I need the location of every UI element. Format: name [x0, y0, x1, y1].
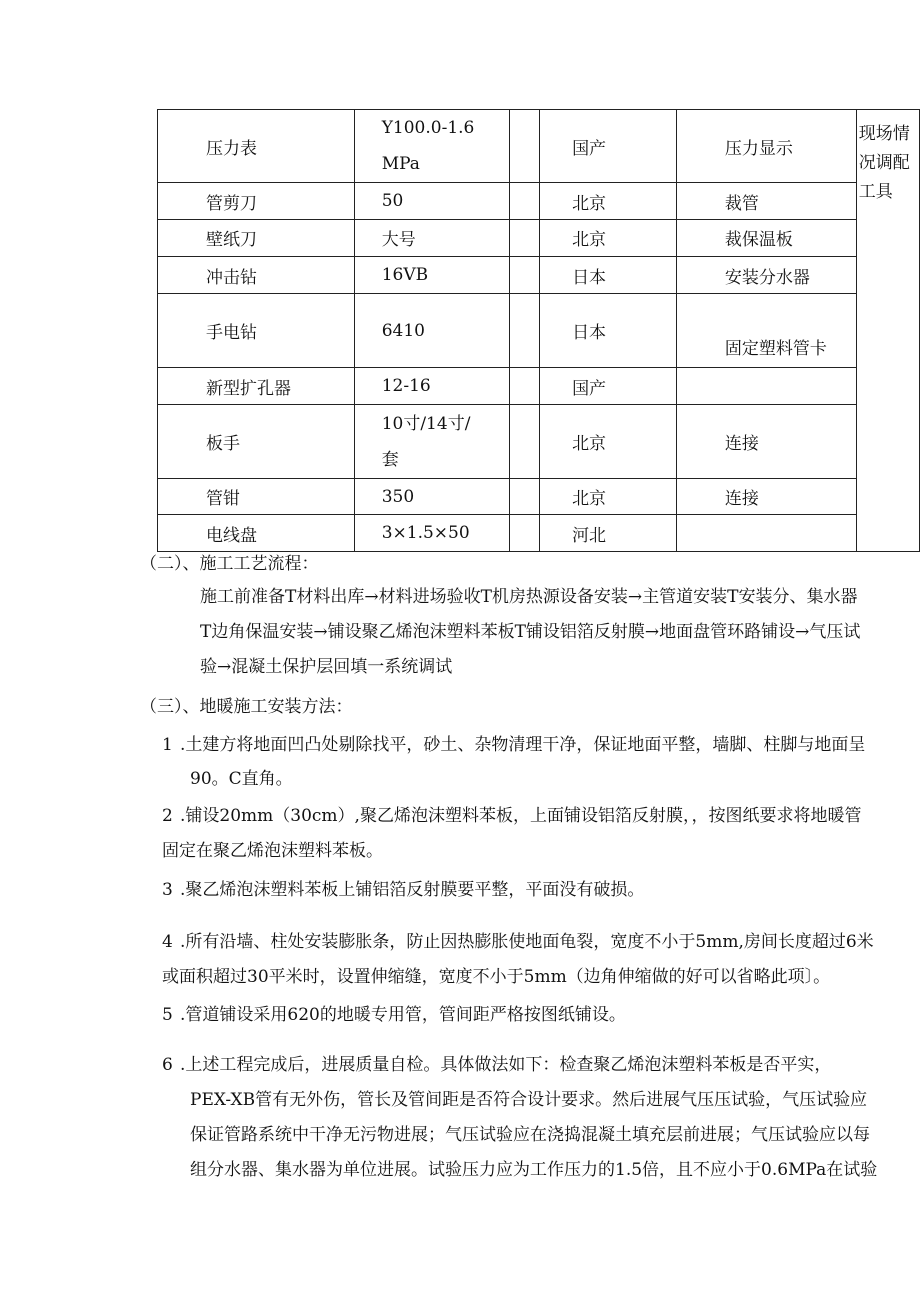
blank-cell — [510, 405, 540, 479]
table-row — [158, 220, 920, 257]
tool-name: 板手 — [158, 405, 355, 479]
tool-name: 手电钻 — [158, 294, 355, 368]
tool-name: 壁纸刀 — [158, 220, 355, 257]
tool-model: 350 — [354, 479, 510, 515]
tool-model: 12-16 — [354, 368, 510, 405]
table-row — [158, 110, 920, 183]
blank-cell — [510, 515, 540, 552]
tool-model: 6410 — [354, 294, 510, 368]
tool-model: 大号 — [354, 220, 510, 257]
item-number: 2 — [162, 806, 173, 826]
item-number: 3 — [162, 880, 173, 900]
tool-name: 管剪刀 — [158, 183, 355, 220]
table-row — [158, 368, 920, 405]
tool-origin: 国产 — [540, 110, 677, 183]
item-number: 4 — [162, 932, 173, 952]
item-text: .铺设20mm（30cm）,聚乙烯泡沫塑料苯板，上面铺设铝箔反射膜，，按图纸要求将地暖管 — [180, 806, 862, 826]
tool-model: 50 — [354, 183, 510, 220]
tool-origin: 北京 — [540, 479, 677, 515]
item-text: 组分水器、集水器为单位进展。试验压力应为工作压力的1.5倍，且不应小于0.6MPa在试验 — [190, 1160, 878, 1180]
tool-use: 裁管 — [676, 183, 856, 220]
tool-name: 新型扩孔器 — [158, 368, 355, 405]
table-row — [158, 515, 920, 552]
item-text: .管道铺设采用620的地暖专用管，管间距严格按图纸铺设。 — [180, 1005, 626, 1025]
table-row — [158, 183, 920, 220]
item-text: 保证管路系统中干净无污物进展；气压试验应在浇捣混凝土填充层前进展；气压试验应以每 — [190, 1125, 870, 1145]
item-number: 1 — [162, 735, 173, 755]
tool-model: 10寸/14寸/套 — [354, 405, 510, 479]
tool-model: 16VB — [354, 257, 510, 294]
tool-name: 压力表 — [158, 110, 355, 183]
blank-cell — [510, 368, 540, 405]
tool-origin: 北京 — [540, 183, 677, 220]
tool-use: 压力显示 — [676, 110, 856, 183]
tool-origin: 日本 — [540, 294, 677, 368]
item-number: 5 — [162, 1005, 173, 1025]
tool-name: 管钳 — [158, 479, 355, 515]
tool-use — [676, 515, 856, 552]
tool-name: 冲击钻 — [158, 257, 355, 294]
table-row — [158, 405, 920, 479]
table-row — [158, 257, 920, 294]
tool-origin: 北京 — [540, 405, 677, 479]
tool-use: 安装分水器 — [676, 257, 856, 294]
blank-cell — [510, 183, 540, 220]
tool-use: 连接 — [676, 479, 856, 515]
blank-cell — [510, 257, 540, 294]
flow-line: 验→混凝土保护层回填一系统调试 — [200, 657, 453, 677]
table-row — [158, 479, 920, 515]
item-text: 90。C直角。 — [190, 769, 293, 789]
item-text: 固定在聚乙烯泡沫塑料苯板。 — [162, 841, 383, 861]
tool-model: Y100.0-1.6MPa — [354, 110, 510, 183]
blank-cell — [510, 294, 540, 368]
tool-use: 固定塑料管卡 — [676, 294, 856, 368]
item-text: 或面积超过30平米时，设置伸缩缝，宽度不小于5mm（边角伸缩做的好可以省略此项〕。 — [162, 967, 831, 987]
table-row — [158, 294, 920, 368]
item-text: .聚乙烯泡沫塑料苯板上铺铝箔反射膜要平整，平面没有破损。 — [180, 880, 645, 900]
tool-origin: 国产 — [540, 368, 677, 405]
item-text: .所有沿墙、柱处安装膨胀条，防止因热膨胀使地面龟裂，宽度不小于5mm,房间长度超过6米 — [180, 932, 874, 952]
item-text: .土建方将地面凹凸处剔除找平，砂土、杂物清理干净，保证地面平整，墙脚、柱脚与地面呈 — [180, 735, 866, 755]
blank-cell — [510, 220, 540, 257]
tool-origin: 河北 — [540, 515, 677, 552]
remark-cell: 现场情况调配工具 — [856, 110, 919, 552]
item-text: PEX-XB管有无外伤，管长及管间距是否符合设计要求。然后进展气压压试验，气压试验应 — [190, 1090, 868, 1110]
blank-cell — [510, 479, 540, 515]
blank-cell — [510, 110, 540, 183]
section3-heading: （三）、地暖施工安装方法： — [140, 697, 353, 717]
tool-origin: 日本 — [540, 257, 677, 294]
tool-model: 3×1.5×50 — [354, 515, 510, 552]
tool-use: 连接 — [676, 405, 856, 479]
flow-line: 施工前准备T材料出库→材料进场验收T机房热源设备安装→主管道安装T安装分、集水器 — [200, 587, 858, 607]
section2-heading: （二）、施工工艺流程： — [140, 554, 319, 574]
tool-use — [676, 368, 856, 405]
tool-name: 电线盘 — [158, 515, 355, 552]
flow-line: T边角保温安装→铺设聚乙烯泡沫塑料苯板T铺设铝箔反射膜→地面盘管环路铺设→气压试 — [200, 622, 861, 642]
tool-use: 裁保温板 — [676, 220, 856, 257]
tools-table — [157, 109, 920, 552]
item-number: 6 — [162, 1055, 173, 1075]
tool-origin: 北京 — [540, 220, 677, 257]
item-text: .上述工程完成后，进展质量自检。具体做法如下：检查聚乙烯泡沫塑料苯板是否平实， — [180, 1055, 832, 1075]
